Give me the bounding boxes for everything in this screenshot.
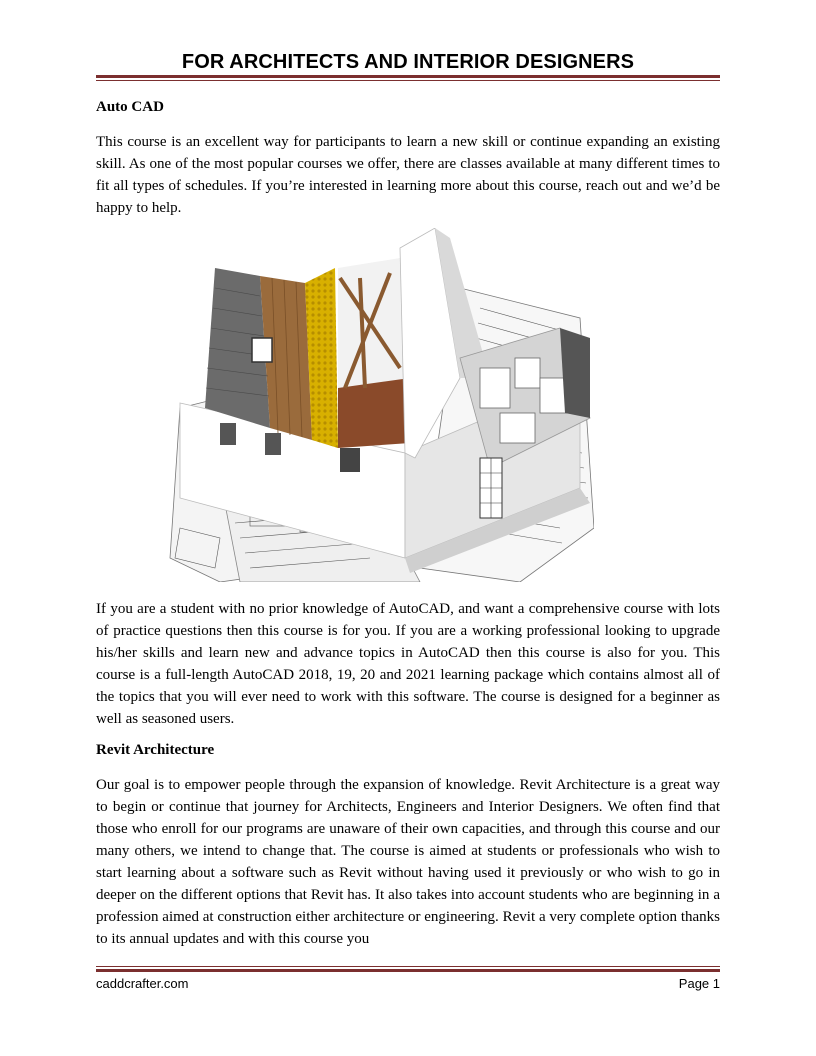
paragraph-autocad-intro: This course is an excellent way for participants to learn a new skill or continue expanding an existing skill. As one of the most popular courses we offer, there are classes available at many different times to fit all types of schedules. If you’re interested in learning more about this course, reach out and we’d be happy to help. — [96, 134, 720, 216]
paragraph-revit: Our goal is to empower people through the expansion of knowledge. Revit Architecture is a great way to begin or continue that journey for Architects, Engineers and Interior Designers. We often find that those who enroll for our programs are unaware of their own capacities, and through this course and our many others, we intend to change that. The course is aimed at students or professionals who wish to start learning about a software such as Revit without having used it previously or who wish to go in deeper on the different options that Revit has. It also takes into account students who are beginning in a profession aimed at construction either architecture or engineering. Revit a very complete option thanks to its annual updates and with this course you — [96, 777, 720, 947]
page-title: FOR ARCHITECTS AND INTERIOR DESIGNERS — [181, 51, 635, 73]
footer-site: caddcrafter.com — [96, 976, 189, 991]
footer-page-number: Page 1 — [678, 976, 720, 991]
house-blueprint-illustration — [160, 228, 594, 582]
section-heading-autocad: Auto CAD — [96, 99, 164, 115]
paragraph-autocad-details: If you are a student with no prior knowledge of AutoCAD, and want a comprehensive course with lots of practice questions then this course is for you. If you are a working professional looking to upgrade his/her skills and learn new and advance topics in AutoCAD then this course is also for you. This course is a full-length AutoCAD 2018, 19, 20 and 2021 learning package which contains almost all of the topics that you will ever need to work with this software. The course is designed for a beginner as well as seasoned users. — [96, 601, 720, 727]
section-heading-revit: Revit Architecture — [96, 742, 215, 758]
